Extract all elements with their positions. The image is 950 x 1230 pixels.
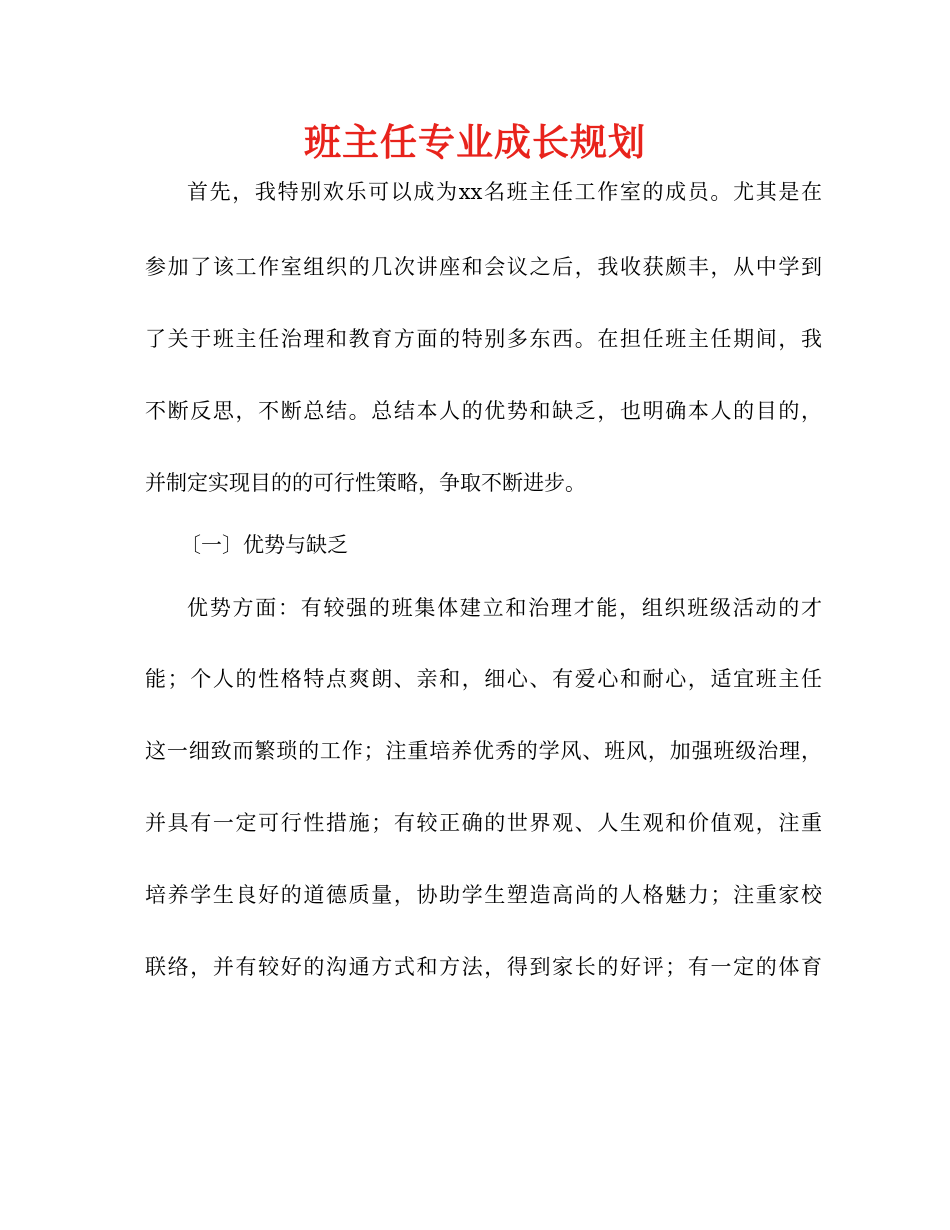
document-title: 班主任专业成长规划 [304, 121, 646, 164]
paragraph-line: 能；个人的性格特点爽朗、亲和，细心、有爱心和耐心，适宜班主任 [145, 667, 822, 691]
paragraph-line: 参加了该工作室组织的几次讲座和会议之后，我收获颇丰，从中学到 [145, 255, 822, 279]
paragraph-line: 了关于班主任治理和教育方面的特别多东西。在担任班主任期间，我 [145, 327, 822, 351]
paragraph-line: 优势方面：有较强的班集体建立和治理才能，组织班级活动的才 [187, 596, 822, 620]
paragraph-line: 这一细致而繁琐的工作；注重培养优秀的学风、班风，加强班级治理， [145, 739, 822, 763]
paragraph-line: 联络，并有较好的沟通方式和方法，得到家长的好评；有一定的体育 [145, 955, 822, 979]
section-heading: 〔一〕优势与缺乏 [180, 533, 348, 557]
paragraph-line: 并制定实现目的的可行性策略，争取不断进步。 [145, 471, 586, 495]
paragraph-line: 不断反思，不断总结。总结本人的优势和缺乏，也明确本人的目的， [145, 399, 822, 423]
paragraph-line: 培养学生良好的道德质量，协助学生塑造高尚的人格魅力；注重家校 [145, 883, 822, 907]
paragraph-line: 首先，我特别欢乐可以成为xx名班主任工作室的成员。尤其是在 [187, 180, 822, 204]
paragraph-line: 并具有一定可行性措施；有较正确的世界观、人生观和价值观，注重 [145, 811, 822, 835]
